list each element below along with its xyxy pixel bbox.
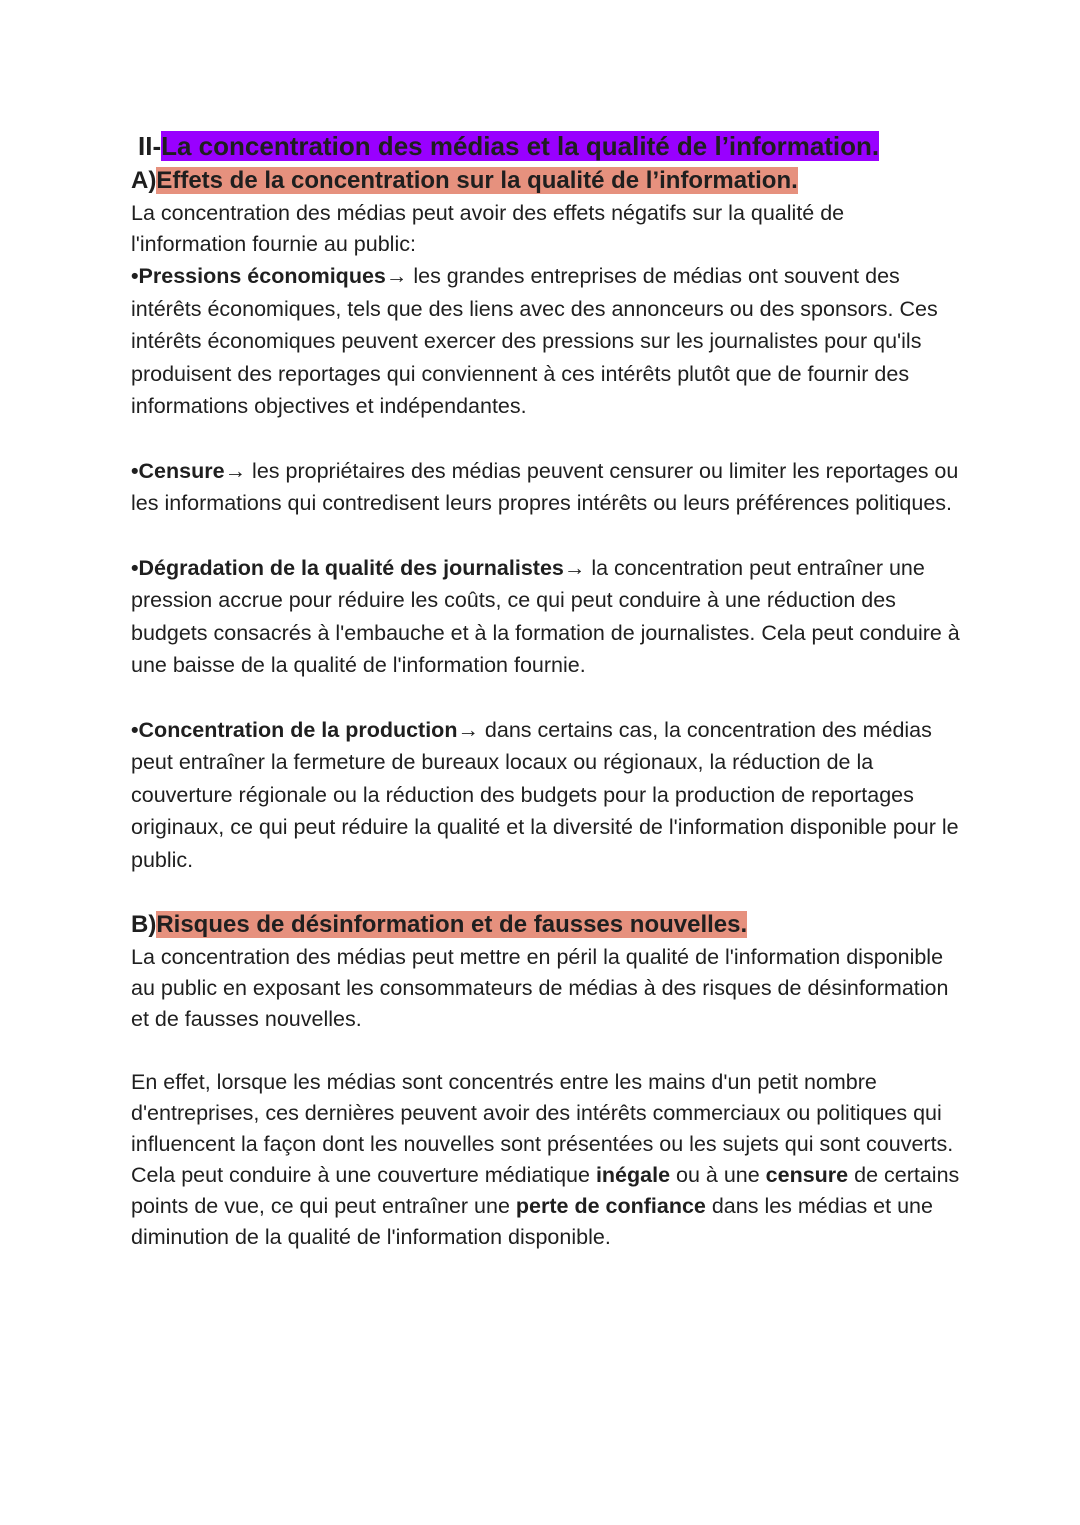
part-a-letter: A) xyxy=(131,167,157,194)
section-title-text: La concentration des médias et la qualité de l’information. xyxy=(161,131,880,161)
bullet-text: les grandes entreprises de médias ont souvent des intérêts économiques, tels que des liens avec des annonceurs ou des sponsors. Ces intérêts économiques peuvent exercer des pressions sur les journalistes pour qu'ils produisent des reportages qui conviennent à ces intérêts plutôt que de fournir des informations objectives et indépendantes. xyxy=(131,264,938,418)
part-b-paragraph-1: La concentration des médias peut mettre en péril la qualité de l'information disponible au public en exposant les consommateurs de médias à des risques de désinformation et de fausses nouvelles. xyxy=(131,945,949,1031)
part-a-heading-text: Effets de la concentration sur la qualité de l’information. xyxy=(156,167,798,194)
bullet-term: Concentration de la production xyxy=(138,717,458,742)
bullet-term: Censure xyxy=(138,458,225,483)
bullet-text: les propriétaires des médias peuvent censurer ou limiter les reportages ou les informations qui contredisent leurs propres intérêts ou leurs préférences politiques. xyxy=(131,458,959,515)
para-text: ou à une xyxy=(670,1163,766,1187)
bullet-dot: • xyxy=(131,717,139,742)
bold-term-perte-de-confiance: perte de confiance xyxy=(515,1194,706,1218)
para-text: de certains points de vue, ce qui peut entraîner une xyxy=(131,1163,960,1218)
arrow-icon: → xyxy=(385,264,408,288)
bullet-dot: • xyxy=(131,264,139,288)
bullet-pressions-economiques xyxy=(131,260,961,423)
arrow-icon: → xyxy=(224,458,247,483)
bullet-text: dans certains cas, la concentration des médias peut entraîner la fermeture de bureaux locaux ou régionaux, la réduction de la couverture régionale ou la réduction des budgets pour la production de reportages originaux, ce qui peut réduire la qualité et la diversité de l'information disponible pour le public. xyxy=(131,717,959,872)
part-b-heading-text: Risques de désinformation et de fausses nouvelles. xyxy=(156,911,748,938)
section-title xyxy=(138,128,961,164)
bullet-term: Dégradation de la qualité des journalistes xyxy=(138,555,564,580)
part-a-intro: La concentration des médias peut avoir des effets négatifs sur la qualité de l'information fournie au public: xyxy=(131,201,845,256)
part-a-heading xyxy=(131,164,961,198)
bullet-dot: • xyxy=(131,555,139,580)
bold-term-censure: censure xyxy=(765,1163,849,1187)
bullet-dot: • xyxy=(131,458,139,483)
para-text: dans les médias et une diminution de la qualité de l'information disponible. xyxy=(131,1194,933,1249)
arrow-icon: → xyxy=(457,717,479,742)
para-text: En effet, lorsque les médias sont concentrés entre les mains d'un petit nombre d'entreprises, ces dernières peuvent avoir des intérêts commerciaux ou politiques qui influencent la façon dont les nouvelles sont présentées ou les sujets qui sont couverts. Cela peut conduire à une couverture médiatique xyxy=(131,1070,954,1187)
bullet-text: la concentration peut entraîner une pression accrue pour réduire les coûts, ce qui peut conduire à une réduction des budgets consacrés à l'embauche et à la formation de journalistes. Cela peut conduire à une baisse de la qualité de l'information fournie. xyxy=(131,555,960,677)
bullet-concentration-production xyxy=(131,714,961,877)
bullet-censure xyxy=(131,455,961,520)
section-number: II- xyxy=(138,131,162,161)
bullet-term: Pressions économiques xyxy=(138,264,386,288)
part-b-heading xyxy=(131,908,961,942)
document-content xyxy=(131,128,961,1253)
part-b-paragraph-2 xyxy=(131,1067,961,1253)
arrow-icon: → xyxy=(563,555,586,580)
bullet-degradation-journalistes xyxy=(131,552,961,682)
part-b-letter: B) xyxy=(131,911,157,938)
bold-term-inegale: inégale xyxy=(595,1163,671,1187)
